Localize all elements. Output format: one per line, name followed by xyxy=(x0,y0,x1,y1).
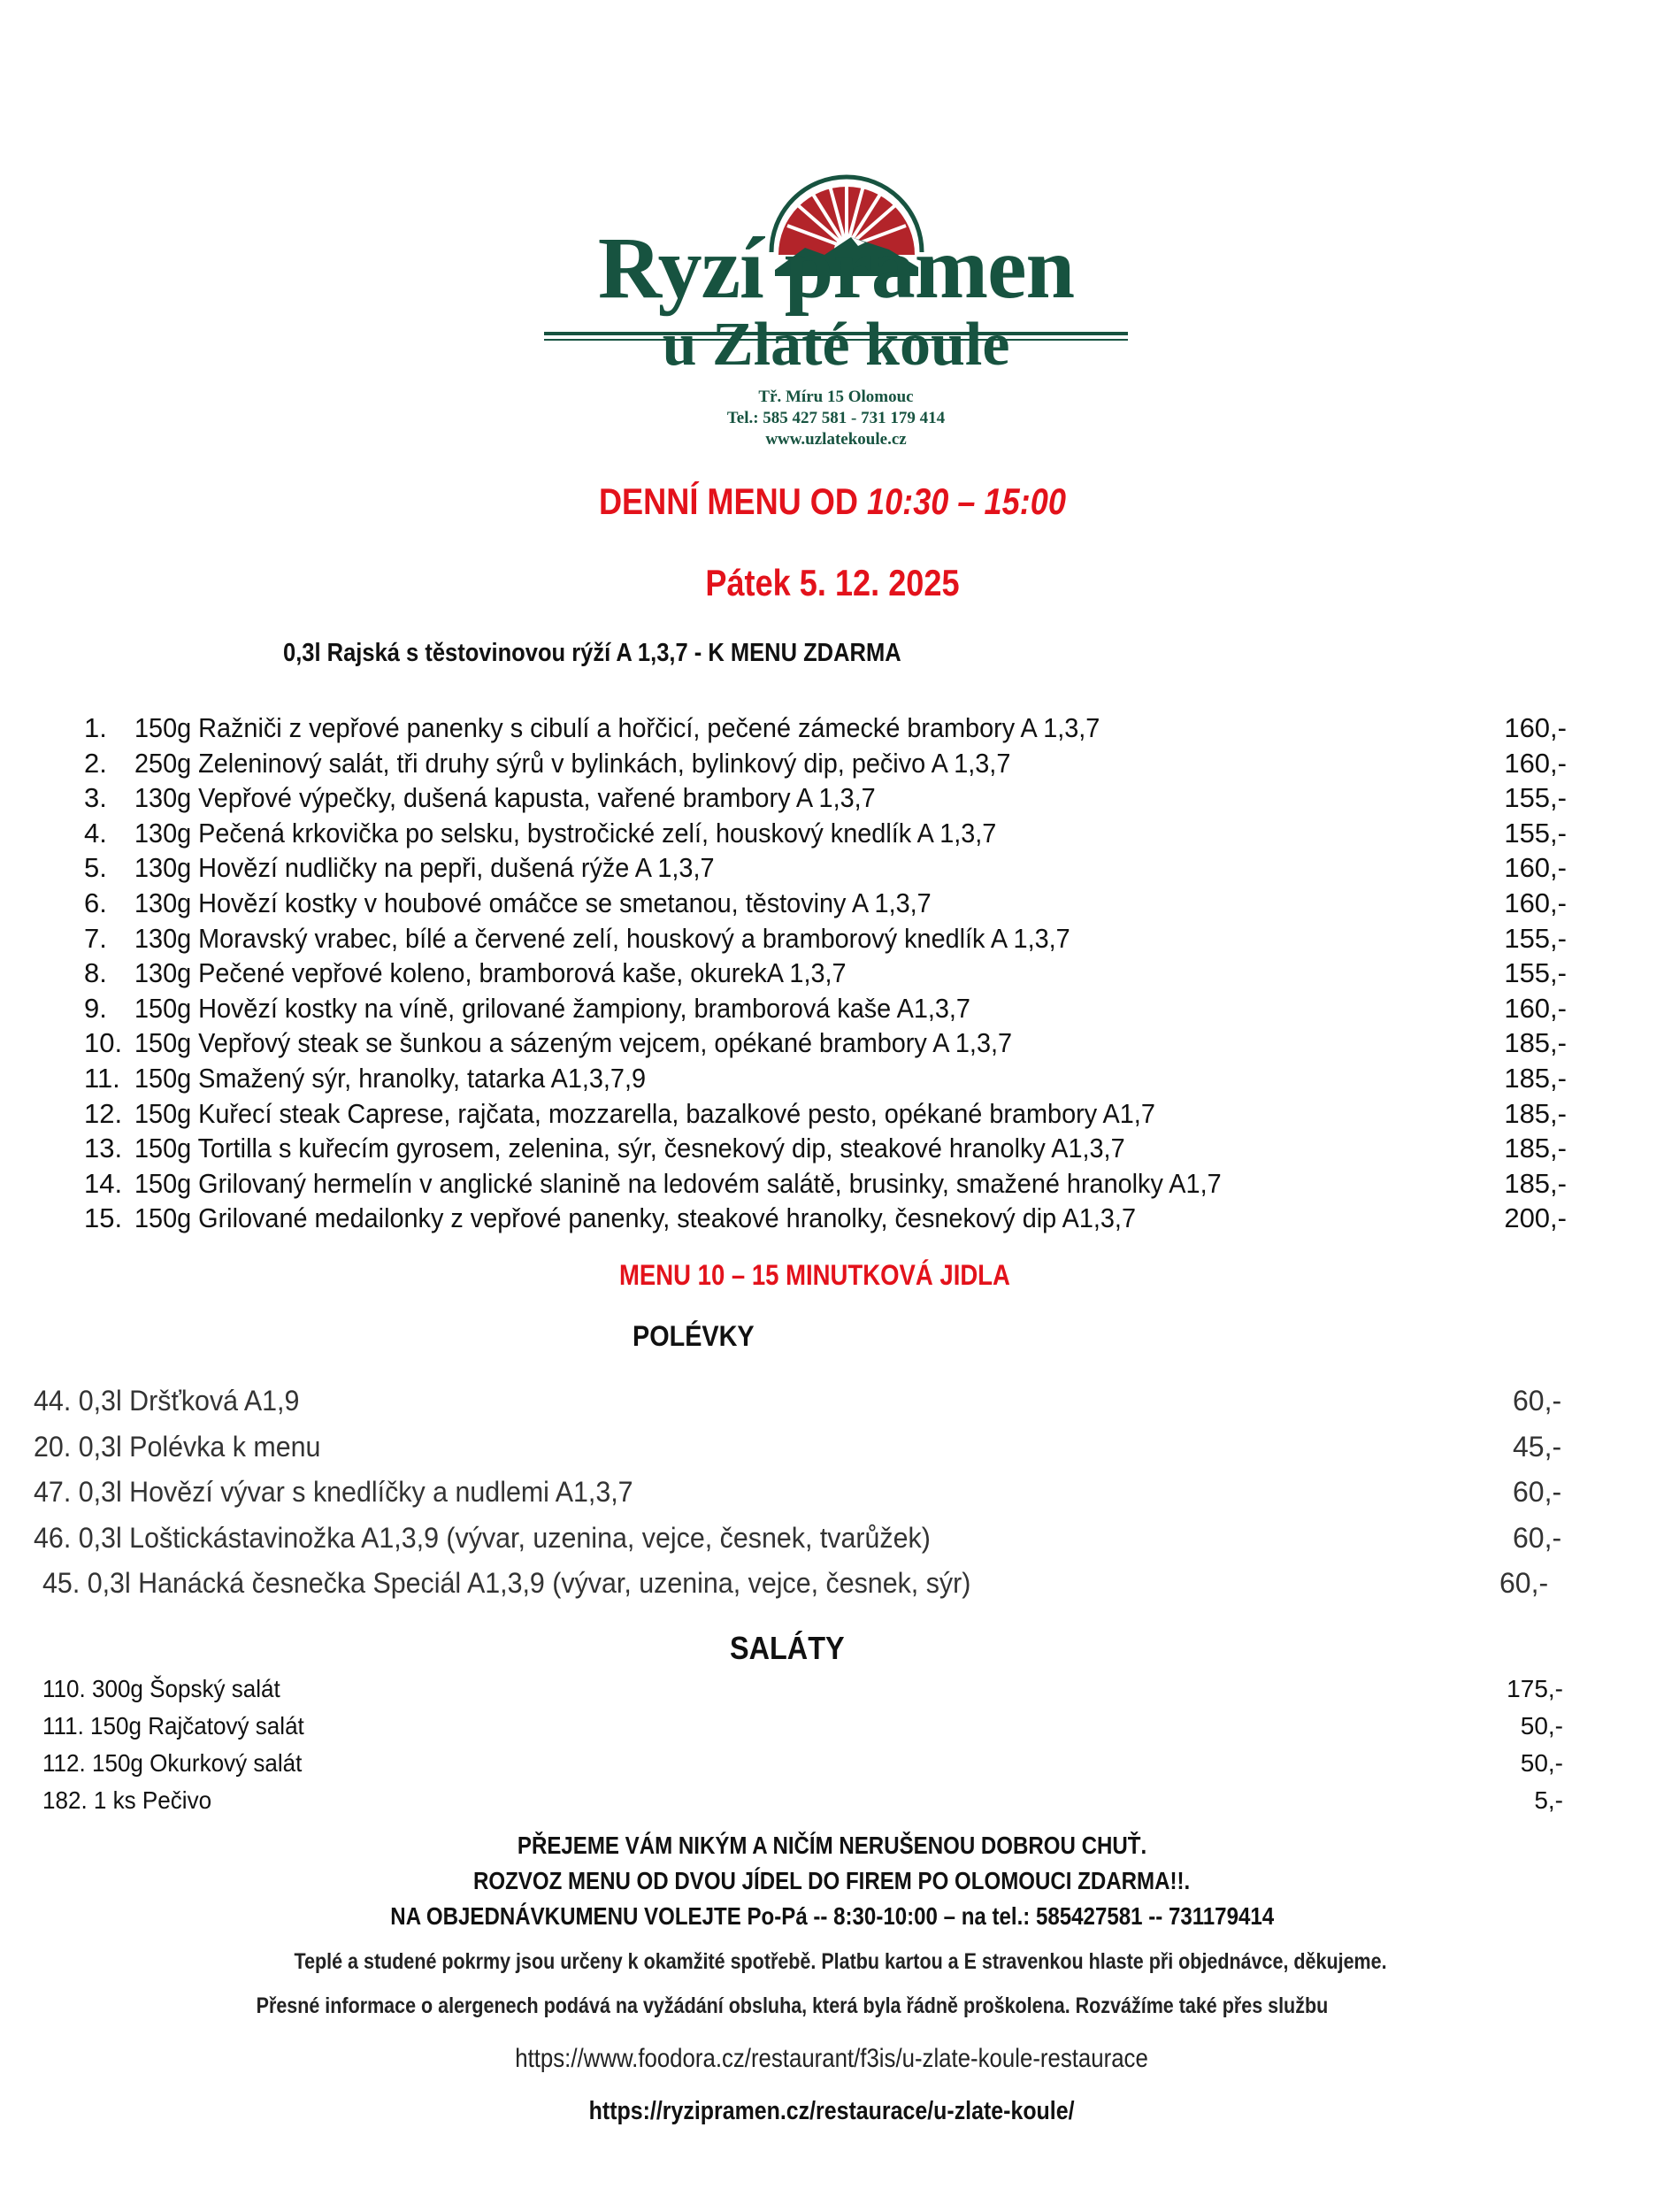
logo-website: www.uzlatekoule.cz xyxy=(765,430,907,449)
menu-item-number: 15. xyxy=(84,1202,123,1234)
menu-item-number: 1. xyxy=(84,712,107,743)
restaurant-logo xyxy=(540,150,1132,451)
menu-item-number: 5. xyxy=(84,852,107,884)
menu-item-number: 7. xyxy=(84,922,107,954)
menu-item-number: 6. xyxy=(84,887,107,918)
menu-item-price: 160,- xyxy=(1504,992,1567,1024)
menu-item-row xyxy=(0,887,1664,923)
menu-item-row xyxy=(0,1027,1664,1063)
menu-item-number: 2. xyxy=(84,747,107,779)
consumption-notice xyxy=(0,1949,1664,1975)
menu-item-row xyxy=(0,712,1664,748)
soup-name: 47. 0,3l Hovězí vývar s knedlíčky a nudlemi A1,3,7 xyxy=(34,1476,633,1508)
menu-item-price: 185,- xyxy=(1504,1063,1567,1094)
minute-menu-title xyxy=(0,1259,1664,1292)
delivery-notice-text: ROZVOZ MENU OD DVOU JÍDEL DO FIREM PO OLOMOUCI ZDARMA!!. xyxy=(473,1867,1191,1894)
menu-item-price: 155,- xyxy=(1504,817,1567,849)
menu-item-row xyxy=(0,1133,1664,1168)
menu-item-row xyxy=(0,993,1664,1028)
menu-item-number: 12. xyxy=(84,1097,123,1129)
soup-name: 45. 0,3l Hanácká česnečka Speciál A1,3,9 (vývar, uzenina, vejce, česnek, sýr) xyxy=(42,1567,971,1599)
menu-item-name: 150g Vepřový steak se šunkou a sázeným vejcem, opékané brambory A 1,3,7 xyxy=(134,1027,1013,1059)
menu-item-price: 155,- xyxy=(1504,782,1567,814)
menu-item-name: 130g Hovězí kostky v houbové omáčce se smetanou, těstoviny A 1,3,7 xyxy=(134,887,932,918)
menu-item-price: 200,- xyxy=(1504,1202,1567,1234)
salad-name: 111. 150g Rajčatový salát xyxy=(42,1712,304,1740)
menu-item-price: 185,- xyxy=(1504,1133,1567,1164)
menu-item-name: 130g Vepřové výpečky, dušená kapusta, vařené brambory A 1,3,7 xyxy=(134,782,876,814)
menu-item-name: 150g Hovězí kostky na víně, grilované žampiony, bramborová kaše A1,3,7 xyxy=(134,992,970,1024)
menu-item-name: 130g Pečené vepřové koleno, bramborová kaše, okurekA 1,3,7 xyxy=(134,957,847,989)
order-notice-text: NA OBJEDNÁVKUMENU VOLEJTE Po-Pá -- 8:30-10:00 – na tel.: 585427581 -- 731179414 xyxy=(390,1902,1274,1930)
menu-item-number: 10. xyxy=(84,1027,123,1059)
menu-item-row xyxy=(0,1168,1664,1203)
menu-item-number: 14. xyxy=(84,1167,123,1199)
menu-item-price: 160,- xyxy=(1504,887,1567,918)
wish-notice xyxy=(0,1832,1664,1860)
menu-item-price: 160,- xyxy=(1504,747,1567,779)
menu-item-row xyxy=(0,1202,1664,1238)
menu-item-number: 3. xyxy=(84,782,107,814)
logo-name-line2: u Zlaté koule xyxy=(662,311,1010,379)
salad-price: 175,- xyxy=(1507,1675,1563,1702)
menu-item-number: 9. xyxy=(84,992,107,1024)
menu-item-row xyxy=(0,1063,1664,1098)
salad-price: 50,- xyxy=(1520,1712,1563,1740)
soup-name: 46. 0,3l Loštickástavinožka A1,3,9 (vývar, uzenina, vejce, česnek, tvarůžek) xyxy=(34,1521,931,1554)
menu-item-price: 160,- xyxy=(1504,712,1567,743)
menu-item-number: 4. xyxy=(84,817,107,849)
consumption-notice-text: Teplé a studené pokrmy jsou určeny k okamžité spotřebě. Platbu kartou a E stravenkou hlaste při objednávce, děkujeme. xyxy=(294,1949,1388,1974)
soup-price: 60,- xyxy=(1513,1476,1562,1508)
logo-name-line1: Ryzí pramen xyxy=(597,219,1075,317)
menu-item-name: 150g Grilovaný hermelín v anglické slanině na ledovém salátě, brusinky, smažené hranolky A1,7 xyxy=(134,1167,1222,1199)
soups-heading: POLÉVKY xyxy=(633,1320,755,1352)
menu-item-price: 155,- xyxy=(1504,922,1567,954)
menu-date-text: Pátek 5. 12. 2025 xyxy=(704,562,960,603)
menu-item-price: 160,- xyxy=(1504,852,1567,884)
delivery-notice xyxy=(0,1867,1664,1895)
menu-item-name: 130g Pečená krkovička po selsku, bystročické zelí, houskový knedlík A 1,3,7 xyxy=(134,817,997,849)
menu-hours: 10:30 – 15:00 xyxy=(866,480,1066,522)
menu-title-prefix: DENNÍ MENU OD xyxy=(598,480,867,522)
menu-date xyxy=(0,562,1664,604)
allergen-notice-text: Přesné informace o alergenech podává na vyžádání obsluha, která byla řádně proškolena. Rozvážíme také přes službu xyxy=(256,1993,1329,2018)
order-notice xyxy=(0,1902,1664,1931)
menu-item-number: 8. xyxy=(84,957,107,989)
free-soup-line: 0,3l Rajská s těstovinovou rýží A 1,3,7 - K MENU ZDARMA xyxy=(283,639,901,667)
menu-item-name: 130g Moravský vrabec, bílé a červené zelí, houskový a bramborový knedlík A 1,3,7 xyxy=(134,922,1070,954)
foodora-link-text[interactable]: https://www.foodora.cz/restaurant/f3is/u-zlate-koule-restaurace xyxy=(515,2044,1149,2073)
soup-price: 60,- xyxy=(1513,1385,1562,1417)
menu-item-row xyxy=(0,957,1664,993)
soup-price: 60,- xyxy=(1513,1521,1562,1554)
logo-address: Tř. Míru 15 Olomouc xyxy=(758,388,914,406)
menu-item-row xyxy=(0,818,1664,853)
logo-phone: Tel.: 585 427 581 - 731 179 414 xyxy=(726,409,946,427)
menu-item-row xyxy=(0,852,1664,887)
menu-item-price: 185,- xyxy=(1504,1167,1567,1199)
wish-notice-text: PŘEJEME VÁM NIKÝM A NIČÍM NERUŠENOU DOBROU CHUŤ. xyxy=(517,1832,1147,1859)
salads-heading: SALÁTY xyxy=(730,1630,845,1666)
menu-item-row xyxy=(0,923,1664,958)
menu-item-name: 250g Zeleninový salát, tři druhy sýrů v bylinkách, bylinkový dip, pečivo A 1,3,7 xyxy=(134,747,1011,779)
menu-item-row xyxy=(0,748,1664,783)
soup-price: 60,- xyxy=(1499,1567,1549,1599)
foodora-link[interactable] xyxy=(0,2044,1664,2074)
menu-item-name: 150g Ražniči z vepřové panenky s cibulí a hořčicí, pečené zámecké brambory A 1,3,7 xyxy=(134,712,1100,743)
website-link-text[interactable]: https://ryzipramen.cz/restaurace/u-zlate-koule/ xyxy=(589,2097,1075,2125)
menu-item-row xyxy=(0,782,1664,818)
menu-item-name: 150g Kuřecí steak Caprese, rajčata, mozzarella, bazalkové pesto, opékané brambory A1,7 xyxy=(134,1097,1155,1129)
minute-menu-title-text: MENU 10 – 15 MINUTKOVÁ JIDLA xyxy=(618,1259,1010,1291)
soup-price: 45,- xyxy=(1513,1430,1562,1463)
menu-item-number: 11. xyxy=(84,1063,120,1094)
allergen-notice xyxy=(0,1993,1664,2019)
menu-item-number: 13. xyxy=(84,1133,123,1164)
menu-item-name: 130g Hovězí nudličky na pepři, dušená rýže A 1,3,7 xyxy=(134,852,715,884)
website-link[interactable] xyxy=(0,2097,1664,2126)
salad-price: 50,- xyxy=(1520,1749,1563,1777)
menu-item-row xyxy=(0,1098,1664,1133)
soup-name: 20. 0,3l Polévka k menu xyxy=(34,1430,321,1463)
salad-price: 5,- xyxy=(1534,1786,1563,1814)
salad-name: 110. 300g Šopský salát xyxy=(42,1675,280,1702)
soup-name: 44. 0,3l Dršťková A1,9 xyxy=(34,1385,300,1417)
menu-item-name: 150g Smažený sýr, hranolky, tatarka A1,3,7,9 xyxy=(134,1063,646,1094)
menu-item-price: 185,- xyxy=(1504,1097,1567,1129)
menu-title xyxy=(0,480,1664,523)
menu-item-price: 185,- xyxy=(1504,1027,1567,1059)
menu-item-name: 150g Tortilla s kuřecím gyrosem, zelenina, sýr, česnekový dip, steakové hranolky A1,3,7 xyxy=(134,1133,1125,1164)
salad-name: 182. 1 ks Pečivo xyxy=(42,1786,212,1814)
menu-item-price: 155,- xyxy=(1504,957,1567,989)
salad-name: 112. 150g Okurkový salát xyxy=(42,1749,303,1777)
menu-item-name: 150g Grilované medailonky z vepřové panenky, steakové hranolky, česnekový dip A1,3,7 xyxy=(134,1202,1136,1234)
